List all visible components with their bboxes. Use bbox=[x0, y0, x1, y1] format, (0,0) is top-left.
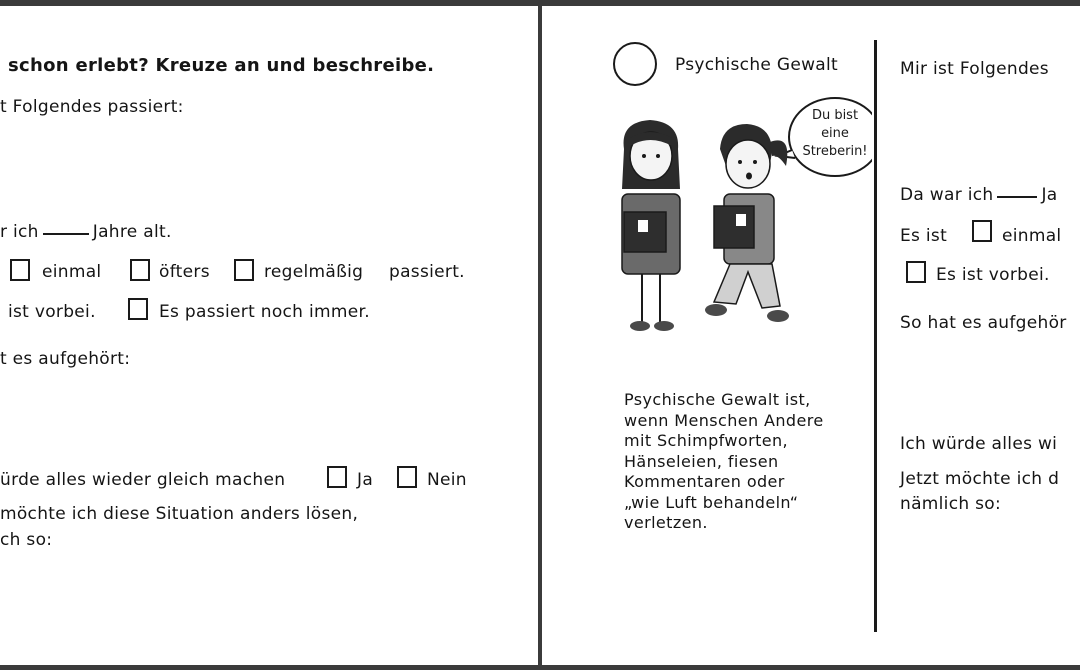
label-noch-immer: Es passiert noch immer. bbox=[159, 302, 370, 322]
checkbox-nein[interactable] bbox=[397, 466, 417, 488]
category-title: Psychische Gewalt bbox=[675, 55, 838, 75]
description-paragraph bbox=[624, 390, 824, 534]
description-line: verletzen. bbox=[624, 513, 708, 532]
label-regelmaessig: regelmäßig bbox=[264, 262, 364, 282]
checkbox-einmal[interactable] bbox=[10, 259, 30, 281]
left-age-line bbox=[0, 222, 172, 242]
left-heading: schon erlebt? Kreuze an und beschreibe. bbox=[8, 55, 435, 76]
right-label-einmal: einmal bbox=[1002, 226, 1062, 246]
right-form-heading: Mir ist Folgendes bbox=[900, 59, 1049, 79]
right-age-suffix: Ja bbox=[1041, 185, 1058, 205]
label-nein: Nein bbox=[427, 470, 467, 490]
description-line: „wie Luft behandeln“ bbox=[624, 492, 799, 512]
right-aufgehoert: So hat es aufgehör bbox=[900, 313, 1067, 333]
column-divider bbox=[874, 40, 877, 632]
bubble-line-1: Du bist bbox=[811, 108, 859, 123]
right-age-prefix: Da war ich bbox=[900, 185, 994, 205]
label-oefters: öfters bbox=[159, 262, 210, 282]
right-jetzt-moechte: Jetzt möchte ich d bbox=[900, 469, 1060, 489]
right-label-vorbei: Es ist vorbei. bbox=[936, 265, 1050, 285]
right-checkbox-vorbei[interactable] bbox=[906, 261, 926, 283]
speech-bubble bbox=[778, 98, 872, 176]
checkbox-oefters[interactable] bbox=[130, 259, 150, 281]
right-age-blank[interactable] bbox=[997, 196, 1037, 198]
description-line: mit Schimpfworten, bbox=[624, 431, 789, 450]
right-gleich-machen: Ich würde alles wi bbox=[900, 434, 1058, 454]
label-ja: Ja bbox=[357, 470, 374, 490]
left-aufgehoert: t es aufgehört: bbox=[0, 349, 131, 369]
bubble-line-2: eine bbox=[821, 126, 849, 141]
category-checkbox-circle[interactable] bbox=[613, 42, 657, 86]
label-ist-vorbei: ist vorbei. bbox=[8, 302, 96, 322]
right-age-line bbox=[900, 185, 1058, 205]
description-line: Kommentaren oder bbox=[624, 472, 785, 491]
right-checkbox-einmal[interactable] bbox=[972, 220, 992, 242]
left-gleich-machen: ürde alles wieder gleich machen bbox=[0, 470, 286, 490]
label-passiert: passiert. bbox=[389, 262, 465, 282]
two-girls-illustration bbox=[602, 94, 872, 344]
left-age-prefix: r ich bbox=[0, 222, 39, 242]
label-einmal: einmal bbox=[42, 262, 102, 282]
right-naemlich: nämlich so: bbox=[900, 494, 1002, 514]
left-worksheet-page bbox=[0, 6, 538, 665]
checkbox-regelmaessig[interactable] bbox=[234, 259, 254, 281]
checkbox-ja[interactable] bbox=[327, 466, 347, 488]
bubble-line-3: Streberin! bbox=[802, 144, 868, 159]
left-anders-loesen: möchte ich diese Situation anders lösen, bbox=[0, 504, 359, 524]
description-line: Psychische Gewalt ist, bbox=[624, 390, 811, 409]
walking-girl-illustration bbox=[705, 124, 789, 322]
right-worksheet-page bbox=[542, 6, 1080, 665]
right-es-ist: Es ist bbox=[900, 226, 948, 246]
left-so: ch so: bbox=[0, 530, 53, 550]
description-line: wenn Menschen Andere bbox=[624, 410, 824, 430]
description-line: Hänseleien, fiesen bbox=[624, 451, 779, 471]
left-passiert-line: t Folgendes passiert: bbox=[0, 97, 184, 117]
checkbox-noch-immer[interactable] bbox=[128, 298, 148, 320]
left-age-blank[interactable] bbox=[43, 233, 89, 235]
left-age-suffix: Jahre alt. bbox=[92, 222, 172, 242]
girl-with-book-illustration bbox=[622, 120, 680, 331]
